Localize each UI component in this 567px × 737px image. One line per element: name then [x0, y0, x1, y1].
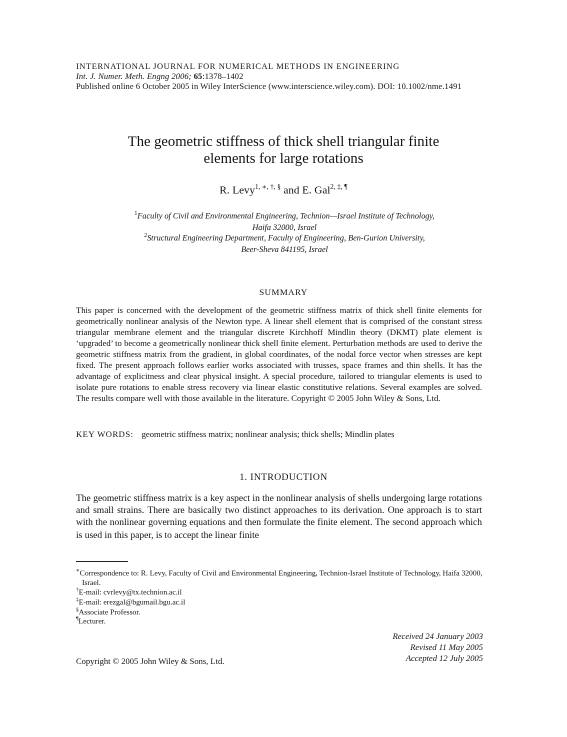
footnote-text: E-mail: cvrlevy@tx.technion.ac.il	[78, 587, 182, 597]
affiliation-2-line-1: Structural Engineering Department, Faculty of Engineering, Ben-Gurion University,	[147, 233, 425, 243]
title-line-1: The geometric stiffness of thick shell triangular finite	[127, 134, 440, 150]
author-join: and	[283, 184, 300, 197]
citation-volume: 65	[193, 72, 203, 81]
publication-info: Published online 6 October 2005 in Wiley InterScience (www.interscience.wiley.com). DOI: 10.1002/nme.1491	[76, 82, 462, 91]
footnote-text: Correspondence to: R. Levy, Faculty of Civil and Environmental Engineering, Technion-Israel Institute of Technology, Haifa 32000, Israel.	[79, 568, 483, 587]
copyright-prefix: Copyright	[76, 656, 111, 666]
summary-copyright-text: 2005 John Wiley & Sons, Ltd.	[336, 393, 441, 403]
keywords-text: geometric stiffness matrix; nonlinear analysis; thick shells; Mindlin plates	[141, 429, 395, 439]
page-copyright	[76, 656, 224, 666]
footnote-lecturer	[76, 615, 482, 626]
date-accepted: Accepted 12 July 2005	[405, 652, 483, 663]
footnote-mark: ¶	[76, 616, 79, 622]
footnote-mark: ‡	[76, 597, 79, 603]
summary-heading: SUMMARY	[259, 287, 308, 297]
affiliation-1	[112, 209, 457, 233]
citation-prefix: Int. J. Numer. Meth. Engng	[76, 72, 170, 81]
affiliation-2-line-2: Beer-Sheva 841195, Israel	[241, 244, 328, 254]
footnote-mark: §	[76, 607, 79, 613]
affiliation-1-number: 1	[134, 211, 138, 217]
date-received: Received 24 January 2003	[392, 631, 483, 641]
copyright-icon: ©	[328, 393, 335, 403]
author-1-marks: 1, ∗, †, §	[255, 183, 281, 191]
citation-year: 2006;	[171, 72, 192, 81]
author-line	[0, 183, 567, 197]
author-2: E. Gal	[302, 184, 331, 197]
footnote-text: Associate Professor.	[78, 607, 141, 617]
journal-name: INTERNATIONAL JOURNAL FOR NUMERICAL METHODS IN ENGINEERING	[76, 62, 400, 71]
date-revised: Revised 11 May 2005	[410, 641, 483, 652]
introduction-text: The geometric stiffness matrix is a key aspect in the nonlinear analysis of shells undergoing large rotations and small strains. There are basically two distinct approaches to its derivation. One approach is to start with the nonlinear governing equations and then formulate the finite element. The second approach which is used in this paper, is to accept the linear finite	[76, 494, 482, 541]
received-dates	[330, 631, 483, 663]
footnote-text: Lecturer.	[78, 616, 106, 626]
copyright-icon: ©	[112, 656, 120, 666]
affiliation-2	[112, 231, 457, 255]
affiliation-1-line-2: Haifa 32000, Israel	[252, 222, 317, 232]
keywords	[76, 429, 486, 439]
affiliation-1-line-1: Faculty of Civil and Environmental Engineering, Technion—Israel Institute of Technology,	[137, 211, 435, 221]
footnote-mark: †	[76, 587, 79, 593]
author-1: R. Levy	[219, 184, 255, 197]
paper-title	[70, 134, 497, 167]
summary-body	[76, 305, 482, 404]
footnote-correspondence	[76, 567, 488, 587]
keywords-label: KEY WORDS:	[76, 429, 134, 439]
footnote-divider	[76, 561, 128, 562]
citation-pages: :1378–1402	[202, 72, 244, 81]
summary-text: This paper is concerned with the development of the geometric stiffness matrix of thick shell finite elements for geometrically nonlinear analysis of the Newton type. A linear shell element that is comprised of the constant stress triangular membrane element and the triangular discrete Kirchhoff Mindlin theory (DKMT) plate element is ‘upgraded’ to become a geometrically nonlinear thick shell finite element. Perturbation methods are used to derive the geometric stiffness matrix from the gradient, in global coordinates, of the nodal force vector when stresses are kept fixed. The present approach follows earlier works associated with trusses, space frames and thin shells. It has the advantage of explicitness and clear physical insight. A special procedure, tailored to triangular elements is used to isolate pure rotations to enable stress recovery via linear elastic constitutive relations. Several examples are solved. The results compare well with those available in the literature. Copyright	[76, 305, 482, 403]
affiliation-2-number: 2	[144, 233, 148, 239]
journal-citation	[76, 72, 243, 82]
title-line-2: elements for large rotations	[203, 150, 364, 167]
footnote-mark: ∗	[76, 568, 80, 574]
copyright-text: 2005 John Wiley & Sons, Ltd.	[121, 656, 225, 666]
author-2-marks: 2, ‡, ¶	[330, 183, 348, 191]
section-heading-introduction: 1. INTRODUCTION	[239, 472, 328, 483]
footnote-text: E-mail: erezgal@bgumail.bgu.ac.il	[78, 597, 186, 607]
